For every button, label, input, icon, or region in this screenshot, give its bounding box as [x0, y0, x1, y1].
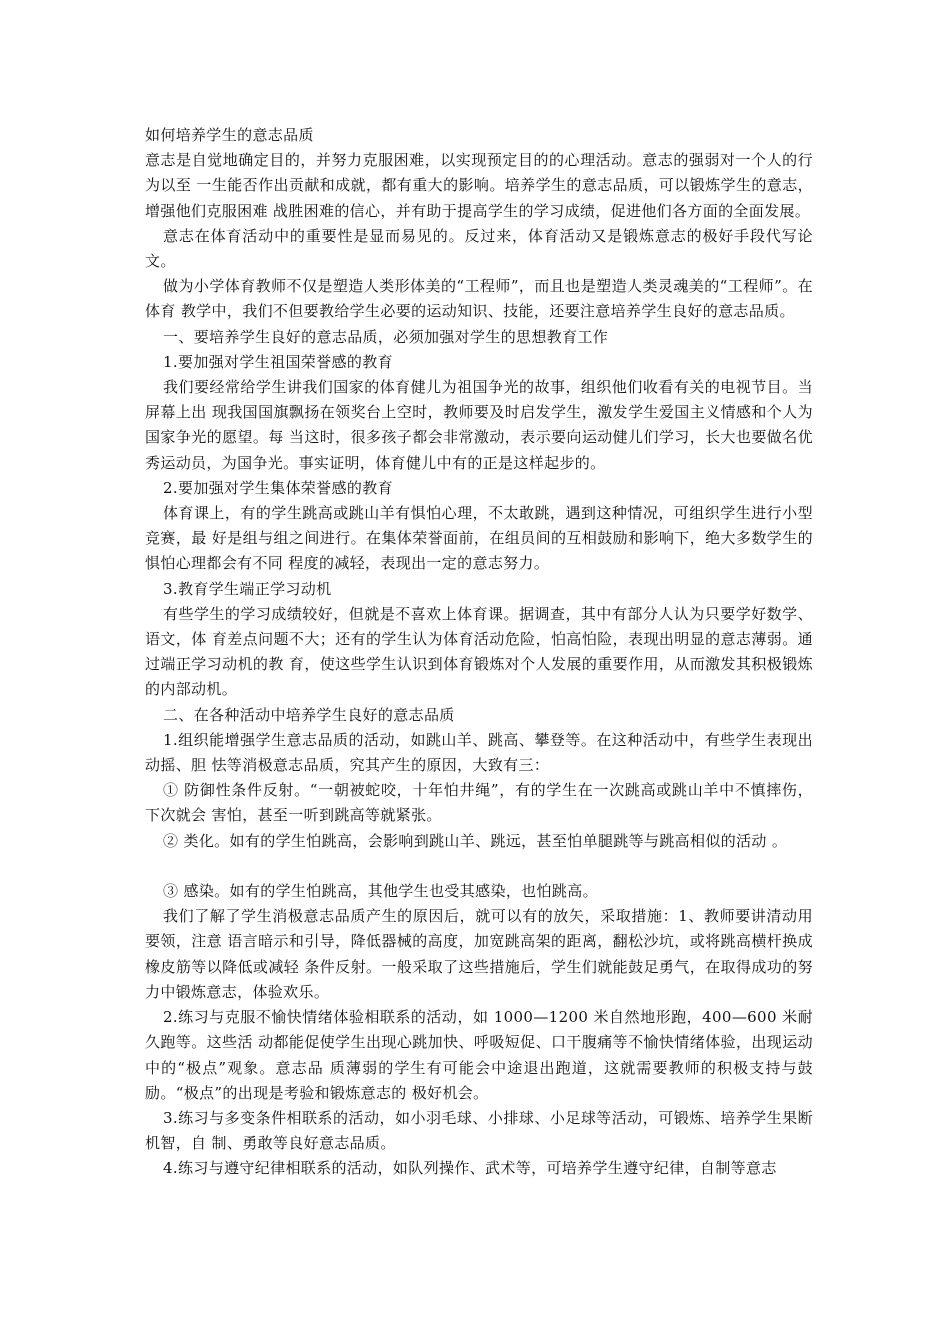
subheading: 1.要加强对学生祖国荣誉感的教育 [163, 352, 393, 371]
subheading: 2.要加强对学生集体荣誉感的教育 [163, 478, 393, 497]
paragraph: 体育课上，有的学生跳高或跳山羊有惧怕心理，不太敢跳，遇到这种情况，可组织学生进行小型竞赛，最 好是组与组之间进行。在集体荣誉面前，在组员间的互相鼓励和影响下，绝大多数学生的惧怕心理都会有不同 程度的减轻，表现出一定的意志努力。 [145, 504, 813, 573]
section-heading-2: 二、在各种活动中培养学生良好的意志品质 [163, 705, 455, 724]
section-heading-1: 一、要培养学生良好的意志品质，必须加强对学生的思想教育工作 [163, 327, 609, 346]
paragraph-intro: 意志是自觉地确定目的，并努力克服困难，以实现预定目的的心理活动。意志的强弱对一个人的行为以至 一生能否作出贡献和成就，都有重大的影响。培养学生的意志品质，可以锻炼学生的意志，增强他们克服困难 战胜困难的信心，并有助于提高学生的学习成绩，促进他们各方面的全面发展。 [145, 151, 813, 220]
paragraph: 做为小学体育教师不仅是塑造人类形体美的“工程师”，而且也是塑造人类灵魂美的“工程师”。在体育 教学中，我们不但要教给学生必要的运动知识、技能，还要注意培养学生良好的意志品质。 [145, 277, 813, 321]
list-item: ② 类化。如有的学生怕跳高，会影响到跳山羊、跳远，甚至怕单腿跳等与跳高相似的活动 。 [163, 831, 788, 850]
paragraph: 2.练习与克服不愉快情绪体验相联系的活动，如 1000—1200 米自然地形跑，400—600 米耐久跑等。这些活 动都能促使学生出现心跳加快、呼吸短促、口干腹痛等不愉快情绪体验，出现运动中的“极点”观象。意志品 质薄弱的学生有可能会中途退出跑道，这就需要教师的积极支持与鼓励。“极点”的出现是考验和锻炼意志的 极好机会。 [145, 1008, 813, 1102]
document-body [145, 123, 813, 1182]
paragraph: 1.组织能增强学生意志品质的活动，如跳山羊、跳高、攀登等。在这种活动中，有些学生表现出动摇、胆 怯等消极意志品质，究其产生的原因，大致有三： [145, 730, 813, 775]
list-item: ① 防御性条件反射。“一朝被蛇咬，十年怕井绳”，有的学生在一次跳高或跳山羊中不慎摔伤，下次就会 害怕，甚至一听到跳高等就紧张。 [145, 781, 813, 825]
paragraph: 3.练习与多变条件相联系的活动，如小羽毛球、小排球、小足球等活动，可锻炼、培养学生果断机智，自 制、勇敢等良好意志品质。 [145, 1108, 813, 1153]
list-item: ③ 感染。如有的学生怕跳高，其他学生也受其感染，也怕跳高。 [163, 882, 598, 901]
subheading: 3.教育学生端正学习动机 [163, 579, 332, 598]
paragraph: 意志在体育活动中的重要性是显而易见的。反过来，体育活动又是锻炼意志的极好手段代写论文。 [145, 226, 813, 271]
paragraph: 有些学生的学习成绩较好，但就是不喜欢上体育课。据调查，其中有部分人认为只要学好数学、语文，体 育差点问题不大；还有的学生认为体育活动危险，怕高怕险，表现出明显的意志薄弱。通过端正学习动机的教 育，使这些学生认识到体育锻炼对个人发展的重要作用，从而激发其积极锻炼的内部动机。 [145, 604, 813, 699]
paragraph: 我们要经常给学生讲我们国家的体育健儿为祖国争光的故事，组织他们收看有关的电视节目。当屏幕上出 现我国国旗飘扬在领奖台上空时，教师要及时启发学生，激发学生爱国主义情感和个人为国家争光的愿望。每 当这时，很多孩子都会非常激动，表示要向运动健儿们学习，长大也要做名优秀运动员，为国争光。事实证明，体育健儿中有的正是这样起步的。 [145, 378, 813, 472]
paragraph: 我们了解了学生消极意志品质产生的原因后，就可以有的放矢，采取措施：1、教师要讲清动用要领，注意 语言暗示和引导，降低器械的高度，加宽跳高架的距离，翻松沙坑，或将跳高横杆换成橡皮筋等以降低或减轻 条件反射。一般采取了这些措施后，学生们就能鼓足勇气，在取得成功的努力中锻炼意志，体验欢乐。 [145, 907, 813, 1001]
document-title: 如何培养学生的意志品质 [145, 126, 314, 144]
blank-line [145, 854, 813, 879]
paragraph: 4.练习与遵守纪律相联系的活动，如队列操作、武术等，可培养学生遵守纪律，自制等意志 [163, 1159, 777, 1178]
